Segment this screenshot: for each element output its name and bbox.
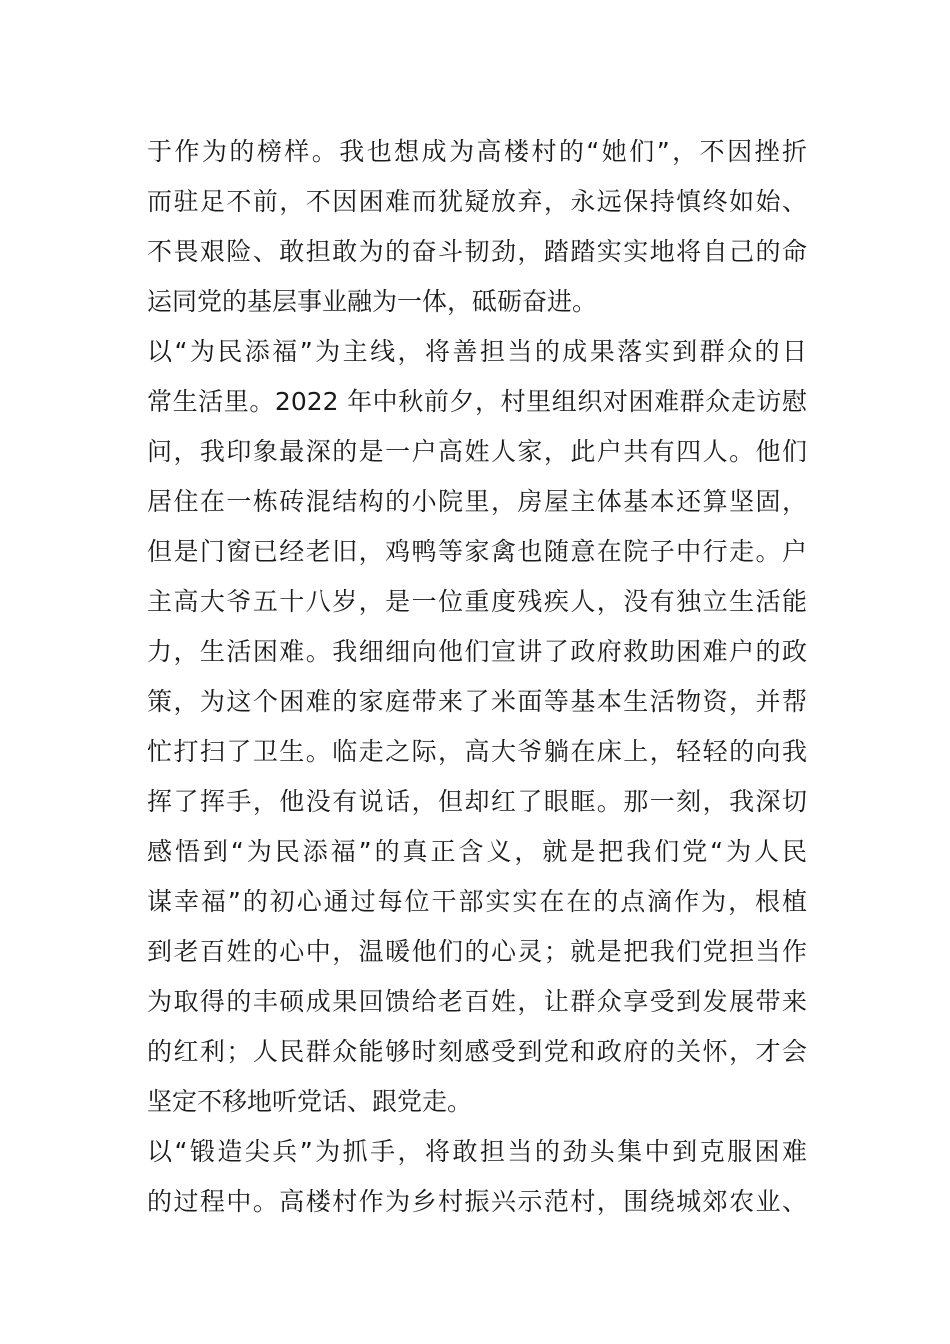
text-line: 于作为的榜样。我也想成为高楼村的“她们”，不因挫折 bbox=[147, 137, 807, 166]
body-text bbox=[147, 127, 807, 1227]
text-line: 忙打扫了卫生。临走之际，高大爷躺在床上，轻轻的向我 bbox=[147, 737, 807, 766]
text-line: 的过程中。高楼村作为乡村振兴示范村，围绕城郊农业、 bbox=[147, 1187, 807, 1216]
text-line: 运同党的基层事业融为一体，砥砺奋进。 bbox=[147, 287, 598, 316]
text-line: 挥了挥手，他没有说话，但却红了眼眶。那一刻，我深切 bbox=[147, 787, 807, 816]
text-line: 坚定不移地听党话、跟党走。 bbox=[147, 1087, 473, 1116]
text-line: 力，生活困难。我细细向他们宣讲了政府救助困难户的政 bbox=[147, 637, 807, 666]
text-line: 感悟到“为民添福”的真正含义，就是把我们党“为人民 bbox=[147, 837, 807, 866]
text-line: 主高大爷五十八岁，是一位重度残疾人，没有独立生活能 bbox=[147, 587, 807, 616]
text-line: 不畏艰险、敢担敢为的奋斗韧劲，踏踏实实地将自己的命 bbox=[147, 237, 807, 266]
text-line: 但是门窗已经老旧，鸡鸭等家禽也随意在院子中行走。户 bbox=[147, 537, 807, 566]
paragraph-2 bbox=[147, 327, 807, 1127]
text-line: 为取得的丰硕成果回馈给老百姓，让群众享受到发展带来 bbox=[147, 987, 807, 1016]
text-line: 居住在一栋砖混结构的小院里，房屋主体基本还算坚固， bbox=[147, 487, 807, 516]
text-line: 问，我印象最深的是一户高姓人家，此户共有四人。他们 bbox=[147, 437, 807, 466]
text-line: 以“为民添福”为主线，将善担当的成果落实到群众的日 bbox=[147, 337, 807, 366]
text-line: 谋幸福”的初心通过每位干部实实在在的点滴作为，根植 bbox=[147, 887, 807, 916]
paragraph-3 bbox=[147, 1127, 807, 1227]
text-line: 以“锻造尖兵”为抓手，将敢担当的劲头集中到克服困难 bbox=[147, 1137, 807, 1166]
text-line: 策，为这个困难的家庭带来了米面等基本生活物资，并帮 bbox=[147, 687, 807, 716]
paragraph-1 bbox=[147, 127, 807, 327]
text-line: 而驻足不前，不因困难而犹疑放弃，永远保持慎终如始、 bbox=[147, 187, 807, 216]
text-line: 常生活里。2022 年中秋前夕，村里组织对困难群众走访慰 bbox=[147, 387, 807, 416]
text-line: 的红利；人民群众能够时刻感受到党和政府的关怀，才会 bbox=[147, 1037, 807, 1066]
text-line: 到老百姓的心中，温暖他们的心灵；就是把我们党担当作 bbox=[147, 937, 807, 966]
